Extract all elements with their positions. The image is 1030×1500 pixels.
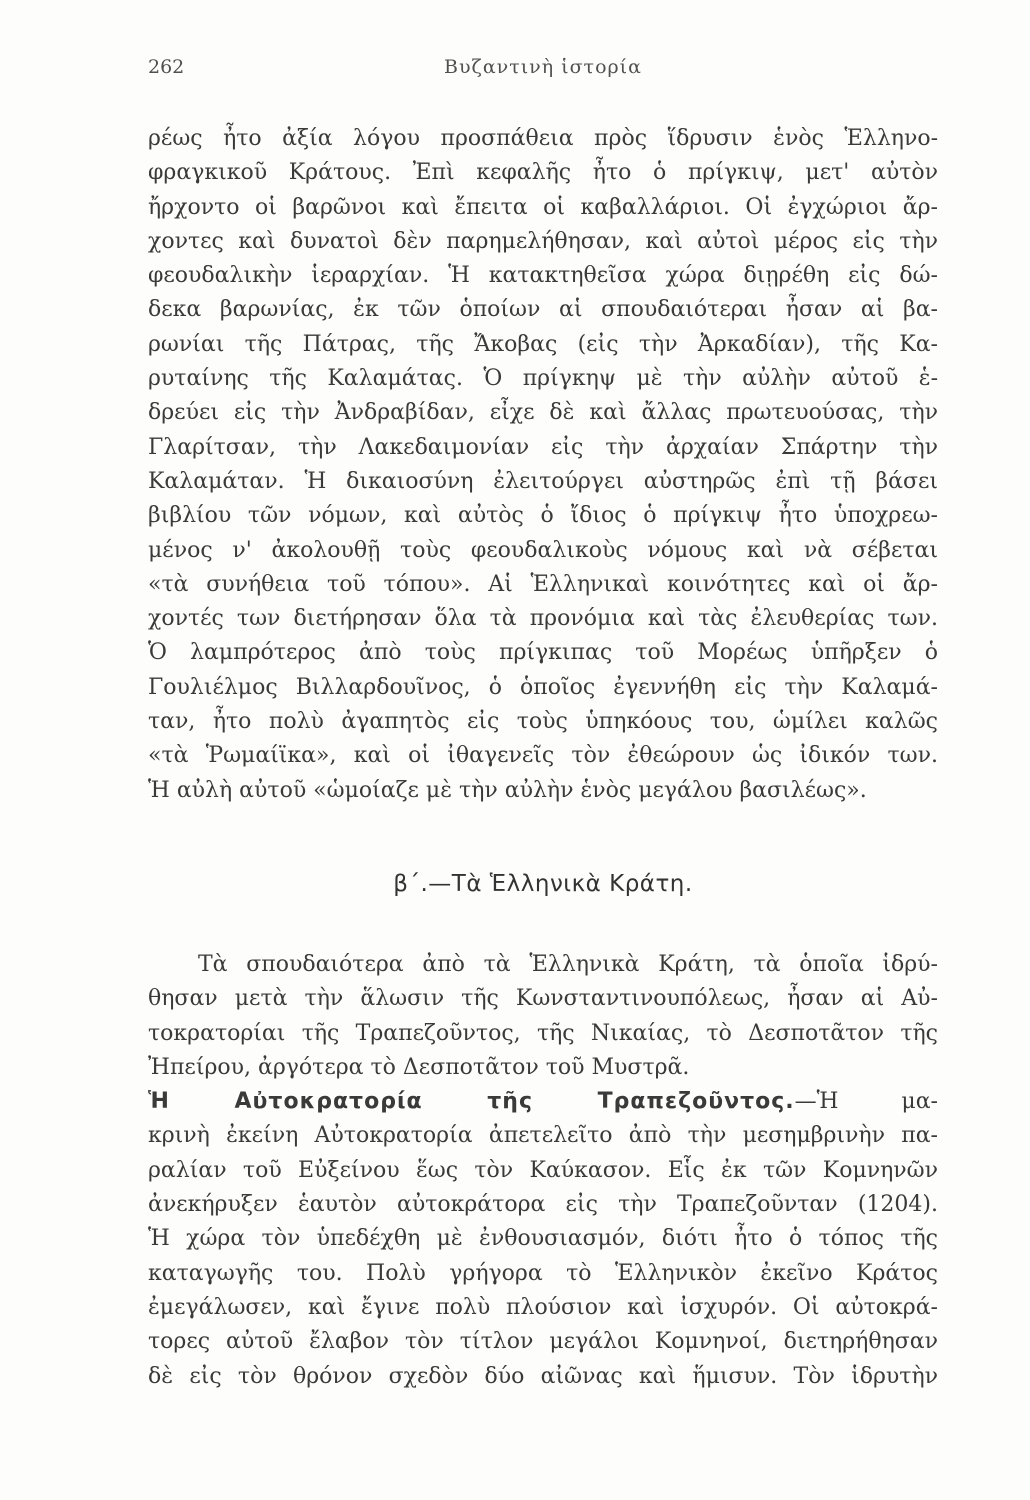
text-line: Ὁ λαμπρότερος ἀπὸ τοὺς πρίγκιπας τοῦ Μορέως ὑπῆρξεν ὁ [148,640,938,666]
text-line: Ἡ χώρα τὸν ὑπεδέχθη μὲ ἐνθουσιασμόν, διότι ἦτο ὁ τόπος τῆς [148,1226,938,1252]
text-line: δεκα βαρωνίας, ἐκ τῶν ὁποίων αἱ σπουδαιότεραι ἦσαν αἱ βα- [148,297,938,323]
page-number: 262 [148,56,185,78]
text-line: κρινὴ ἐκείνη Αὐτοκρατορία ἀπετελεῖτο ἀπὸ τὴν μεσημβρινὴν πα- [148,1123,938,1149]
text-line: Γλαρίτσαν, τὴν Λακεδαιμονίαν εἰς τὴν ἀρχαίαν Σπάρτην τὴν [148,434,938,460]
section-text [148,948,938,1394]
text-line: θησαν μετὰ τὴν ἅλωσιν τῆς Κωνσταντινουπόλεως, ἦσαν αἱ Αὐ- [148,986,938,1012]
text-line: χοντές των διετήρησαν ὅλα τὰ προνόμια καὶ τὰς ἐλευθερίας των. [148,606,938,632]
text-line: Ἠπείρου, ἀργότερα τὸ Δεσποτᾶτον τοῦ Μυστρᾶ. [148,1054,690,1080]
text-line: τοκρατορίαι τῆς Τραπεζοῦντος, τῆς Νικαίας, τὸ Δεσποτᾶτον τῆς [148,1020,938,1046]
text-line: «τὰ Ῥωμαίϊκα», καὶ οἱ ἰθαγενεῖς τὸν ἐθεώρουν ὡς ἰδικόν των. [148,743,938,769]
text-line: φεουδαλικὴν ἱεραρχίαν. Ἡ κατακτηθεῖσα χώρα διῃρέθη εἰς δώ- [148,263,938,289]
text-line: δὲ εἰς τὸν θρόνον σχεδὸν δύο αἰῶνας καὶ ἥμισυν. Τὸν ἱδρυτὴν [148,1363,938,1389]
paragraph-lead-text: —Ἡ μα- [794,1089,938,1115]
text-line: φραγκικοῦ Κράτους. Ἐπὶ κεφαλῆς ἦτο ὁ πρίγκιψ, μετ' αὐτὸν [148,160,938,186]
text-line: μένος ν' ἀκολουθῇ τοὺς φεουδαλικοὺς νόμους καὶ νὰ σέβεται [148,537,938,563]
text-line: καταγωγῆς του. Πολὺ γρήγορα τὸ Ἑλληνικὸν ἐκεῖνο Κράτος [148,1260,938,1286]
text-line: Καλαμάταν. Ἡ δικαιοσύνη ἐλειτούργει αὐστηρῶς ἐπὶ τῇ βάσει [148,468,938,494]
text-line: ἐμεγάλωσεν, καὶ ἔγινε πολὺ πλούσιον καὶ ἰσχυρόν. Οἱ αὐτοκρά- [148,1294,938,1320]
text-line: δρεύει εἰς τὴν Ἀνδραβίδαν, εἶχε δὲ καὶ ἄλλας πρωτευούσας, τὴν [148,400,938,426]
section-heading: β΄.—Τὰ Ἑλληνικὰ Κράτη. [393,871,693,897]
paragraph-lead-heading: Ἡ Αὐτοκρατορία τῆς Τραπεζοῦντος. [148,1089,795,1115]
text-line: ρέως ἦτο ἀξία λόγου προσπάθεια πρὸς ἵδρυσιν ἑνὸς Ἑλληνο- [148,126,938,151]
text-line: τορες αὐτοῦ ἔλαβον τὸν τίτλον μεγάλοι Κομνηνοί, διετηρήθησαν [148,1329,938,1355]
running-title: Βυζαντινὴ ἱστορία [444,56,642,78]
text-line: βιβλίου τῶν νόμων, καὶ αὐτὸς ὁ ἴδιος ὁ πρίγκιψ ἦτο ὑποχρεω- [148,503,938,529]
text-line: ραλίαν τοῦ Εὐξείνου ἕως τὸν Καύκασον. Εἷς ἐκ τῶν Κομνηνῶν [148,1157,938,1183]
text-line: ἤρχοντο οἱ βαρῶνοι καὶ ἔπειτα οἱ καβαλλάριοι. Οἱ ἐγχώριοι ἄρ- [148,194,938,220]
text-line: Ἡ αὐλὴ αὐτοῦ «ὡμοίαζε μὲ τὴν αὐλὴν ἑνὸς μεγάλου βασιλέως». [148,777,867,803]
text-line: ρωνίαι τῆς Πάτρας, τῆς Ἄκοβας (εἰς τὴν Ἀρκαδίαν), τῆς Κα- [148,331,938,357]
body-text [148,122,938,808]
text-line: χοντες καὶ δυνατοὶ δὲν παρημελήθησαν, καὶ αὐτοὶ μέρος εἰς τὴν [148,228,938,254]
text-line: Τὰ σπουδαιότερα ἀπὸ τὰ Ἑλληνικὰ Κράτη, τὰ ὁποῖα ἱδρύ- [198,952,938,977]
text-line: ρυταίνης τῆς Καλαμάτας. Ὁ πρίγκηψ μὲ τὴν αὐλὴν αὐτοῦ ἑ- [148,366,938,392]
running-head [148,56,938,86]
text-line: ταν, ἦτο πολὺ ἀγαπητὸς εἰς τοὺς ὑπηκόους του, ὡμίλει καλῶς [148,709,938,735]
text-line: ἀνεκήρυξεν ἑαυτὸν αὐτοκράτορα εἰς τὴν Τραπεζοῦνταν (1204). [148,1192,938,1218]
paragraph-lead-line [148,1085,938,1119]
text-line: Γουλιέλμος Βιλλαρδουῖνος, ὁ ὁποῖος ἐγεννήθη εἰς τὴν Καλαμά- [148,674,938,700]
text-line: «τὰ συνήθεια τοῦ τόπου». Αἱ Ἑλληνικαὶ κοινότητες καὶ οἱ ἄρ- [148,571,938,597]
